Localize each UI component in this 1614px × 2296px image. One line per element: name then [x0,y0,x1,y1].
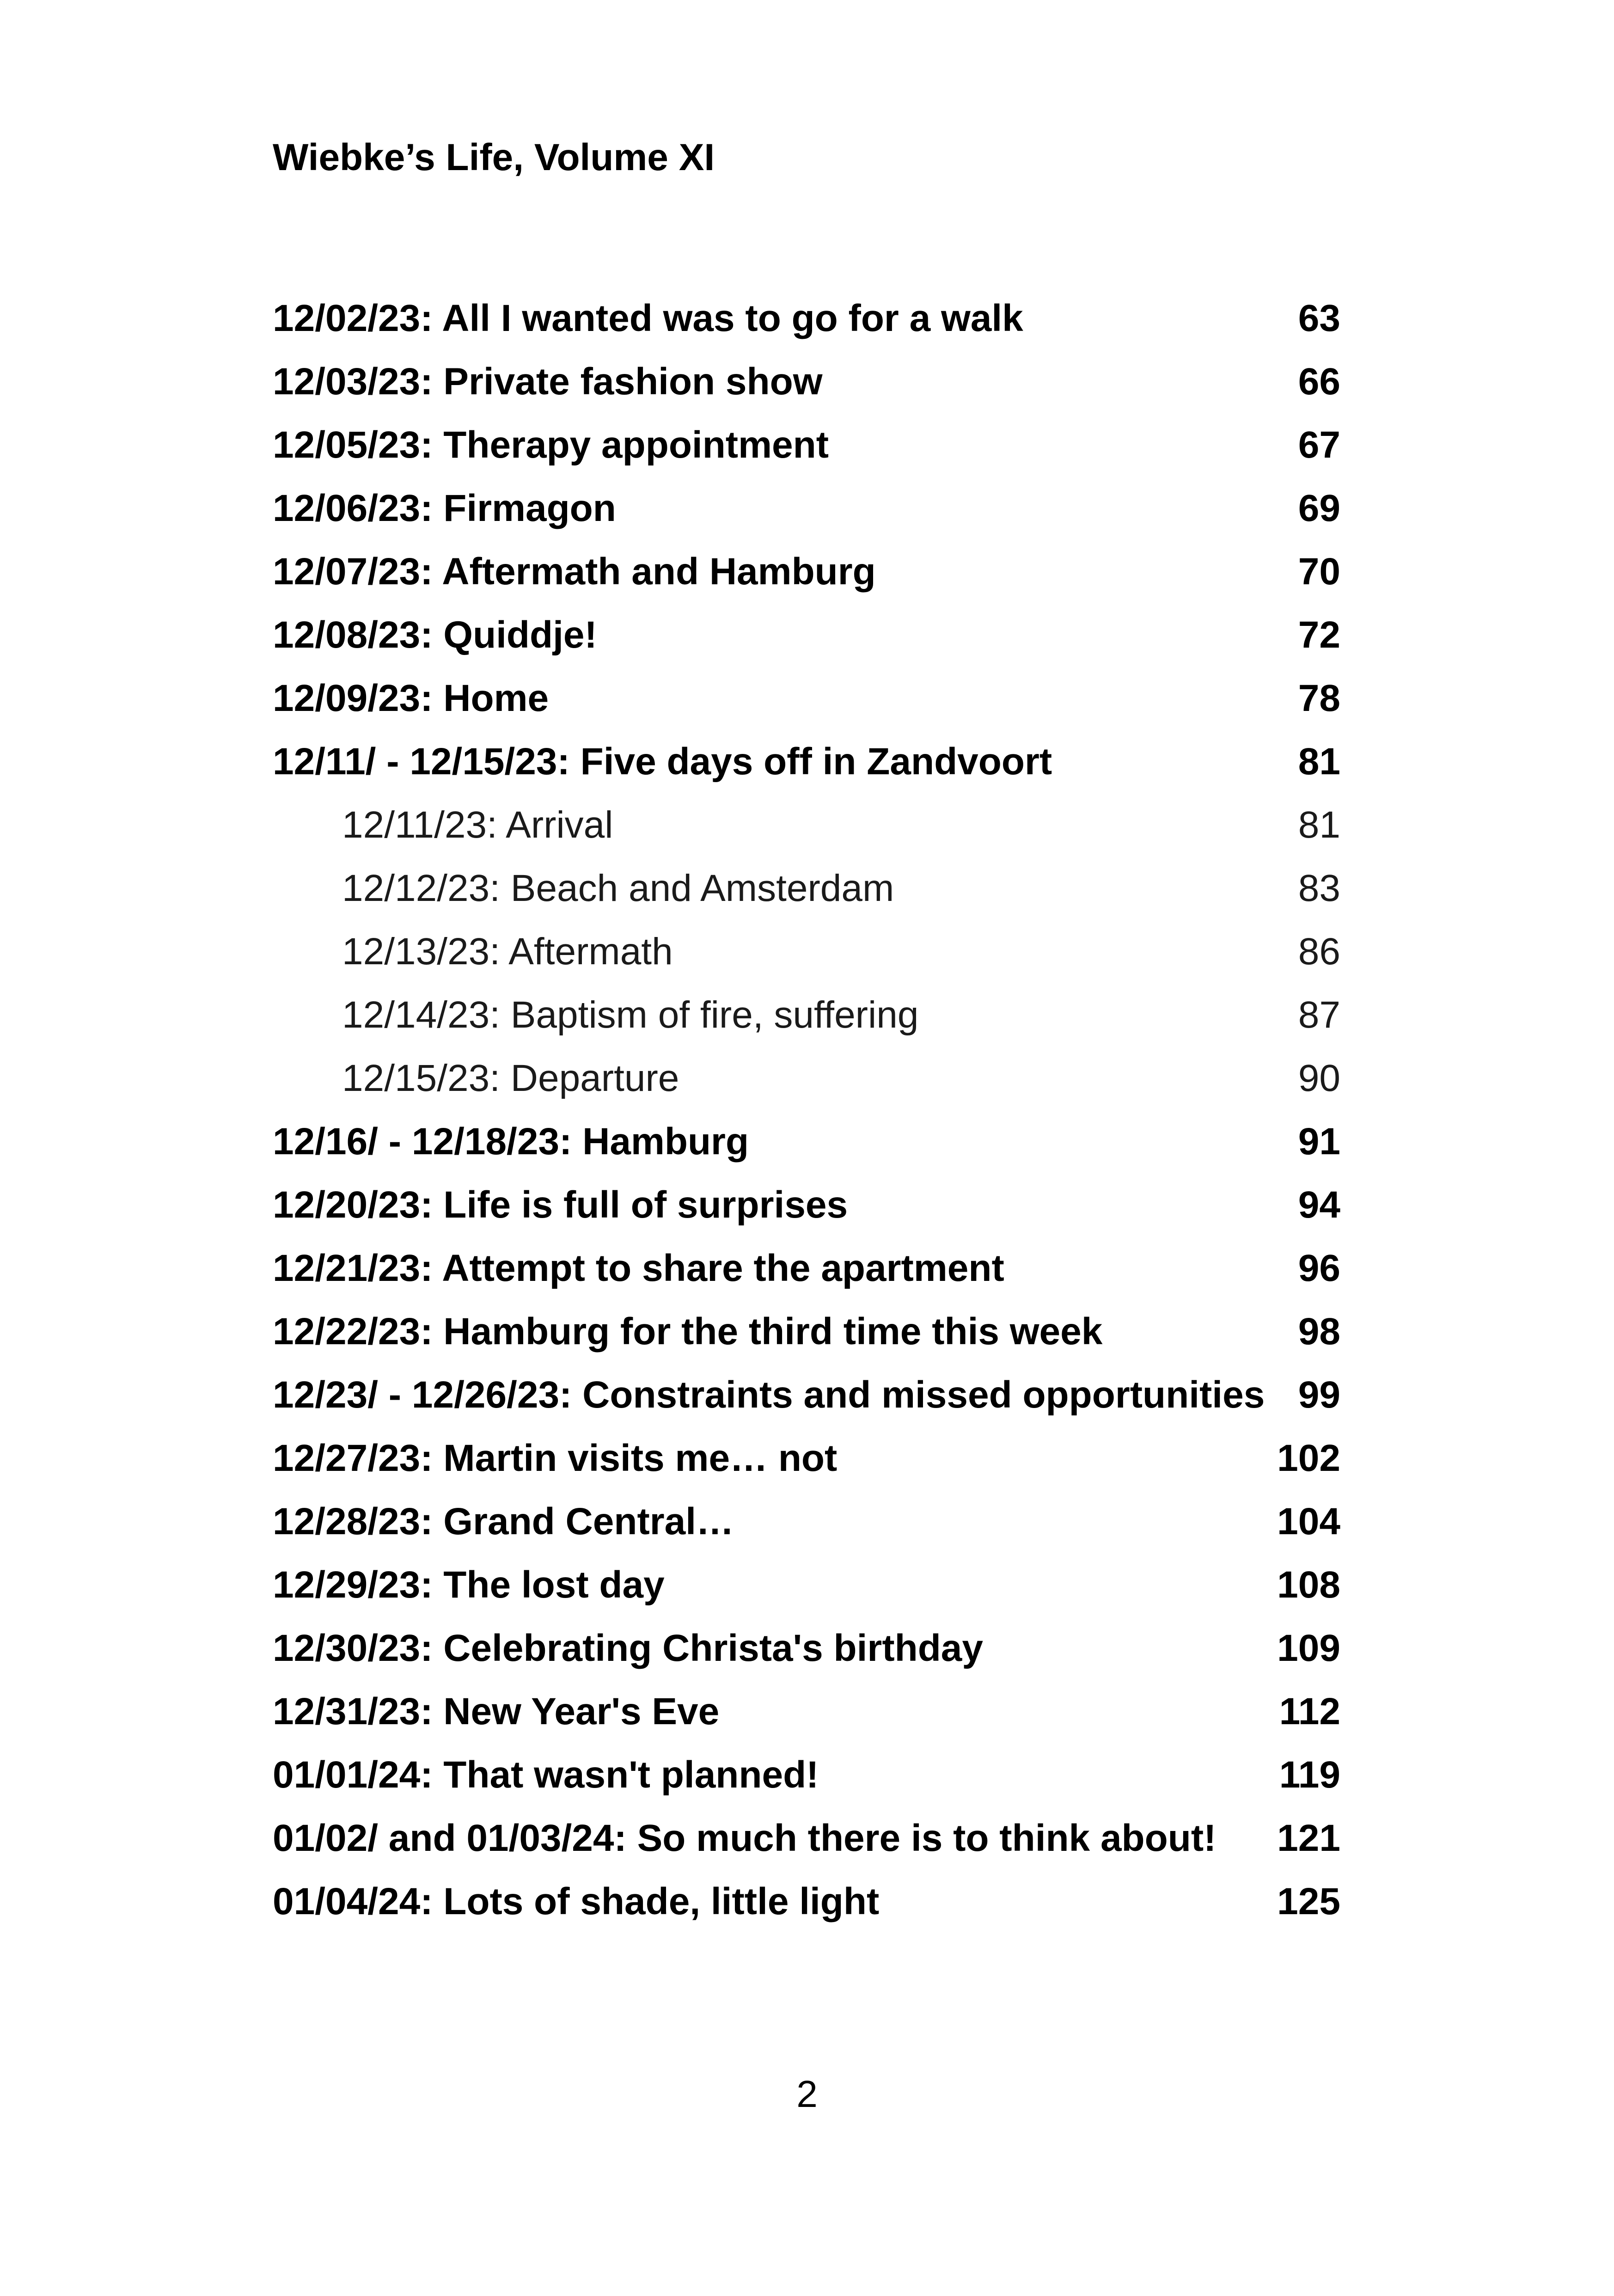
toc-entry [273,1553,1340,1616]
toc-entry-title: 01/02/ and 01/03/24: So much there is to think about! [273,1817,1217,1859]
toc-entry-page: 87 [1298,994,1340,1036]
toc-entry-title: 12/12/23: Beach and Amsterdam [342,867,894,909]
toc-entry-page: 86 [1298,931,1340,973]
toc-entry-page: 102 [1277,1437,1340,1479]
toc-entry-title: 12/09/23: Home [273,677,549,719]
toc-entry [273,1616,1340,1680]
toc-entry-page: 125 [1277,1880,1340,1923]
toc-entry-page: 66 [1298,361,1340,403]
page-number: 2 [796,2073,818,2115]
toc-entry-title: 12/20/23: Life is full of surprises [273,1184,848,1226]
toc-entry [273,1237,1340,1300]
toc-entry [273,350,1340,413]
toc-entry-title: 12/16/ - 12/18/23: Hamburg [273,1120,749,1163]
toc-entry [273,413,1340,477]
toc-entry-title: 12/14/23: Baptism of fire, suffering [342,994,919,1036]
toc-entry-page: 91 [1298,1120,1340,1163]
toc-entry-title: 12/06/23: Firmagon [273,487,616,529]
toc-entry-title: 12/08/23: Quiddje! [273,614,597,656]
toc-entry-page: 96 [1298,1247,1340,1289]
toc-entry-page: 63 [1298,297,1340,339]
toc-entry-page: 81 [1298,804,1340,846]
toc-entry-page: 98 [1298,1310,1340,1353]
toc-subentry [273,1047,1340,1110]
toc-entry-page: 121 [1277,1817,1340,1859]
toc-entry-page: 78 [1298,677,1340,719]
toc-entry-page: 99 [1298,1374,1340,1416]
toc-entry-title: 12/29/23: The lost day [273,1564,665,1606]
toc-entry-title: 12/15/23: Departure [342,1057,679,1099]
toc-entry [273,1870,1340,1933]
toc-entry-title: 12/27/23: Martin visits me… not [273,1437,838,1479]
toc-entry-page: 67 [1298,424,1340,466]
toc-entry-page: 108 [1277,1564,1340,1606]
toc-entry-page: 90 [1298,1057,1340,1099]
toc-entry [273,1806,1340,1870]
toc-entry [273,1300,1340,1363]
toc-entry-title: 12/22/23: Hamburg for the third time this week [273,1310,1103,1353]
toc-entry [273,1680,1340,1743]
toc-subentry [273,920,1340,983]
toc-entry [273,1363,1340,1427]
toc-subentry [273,793,1340,857]
toc-entry [273,477,1340,540]
toc-entry-page: 94 [1298,1184,1340,1226]
toc-subentry [273,983,1340,1047]
toc-entry-title: 12/03/23: Private fashion show [273,361,823,403]
toc-entry-page: 112 [1279,1690,1340,1733]
toc-entry [273,1110,1340,1173]
toc-entry-page: 119 [1279,1754,1340,1796]
toc-entry [273,540,1340,603]
toc-entry-title: 12/21/23: Attempt to share the apartment [273,1247,1004,1289]
toc-entry-page: 81 [1298,741,1340,783]
toc-entry-title: 12/11/23: Arrival [342,804,613,846]
toc-entry-page: 104 [1277,1500,1340,1543]
toc-subentry [273,857,1340,920]
toc-entry [273,1490,1340,1553]
toc-entry-title: 01/04/24: Lots of shade, little light [273,1880,880,1923]
toc-entry [273,730,1340,793]
toc-entry-title: 12/23/ - 12/26/23: Constraints and missed opportunities [273,1374,1265,1416]
toc-entry-page: 83 [1298,867,1340,909]
toc-entry-page: 109 [1277,1627,1340,1669]
toc-entry-title: 12/02/23: All I wanted was to go for a walk [273,297,1023,339]
toc-entry [273,1743,1340,1806]
toc-entry-title: 12/30/23: Celebrating Christa's birthday [273,1627,984,1669]
toc-entry-title: 12/05/23: Therapy appointment [273,424,829,466]
table-of-contents [273,287,1340,1933]
toc-entry-title: 12/07/23: Aftermath and Hamburg [273,551,876,593]
toc-entry-title: 12/13/23: Aftermath [342,931,673,973]
toc-entry-page: 69 [1298,487,1340,529]
book-title: Wiebke’s Life, Volume XI [273,136,715,178]
toc-entry-title: 12/28/23: Grand Central… [273,1500,734,1543]
toc-entry-title: 12/11/ - 12/15/23: Five days off in Zandvoort [273,741,1052,783]
toc-entry-page: 70 [1298,551,1340,593]
toc-entry [273,1427,1340,1490]
toc-entry-title: 12/31/23: New Year's Eve [273,1690,720,1733]
toc-entry [273,667,1340,730]
toc-entry [273,287,1340,350]
toc-entry [273,1173,1340,1237]
toc-entry-page: 72 [1298,614,1340,656]
toc-entry [273,603,1340,667]
toc-entry-title: 01/01/24: That wasn't planned! [273,1754,819,1796]
